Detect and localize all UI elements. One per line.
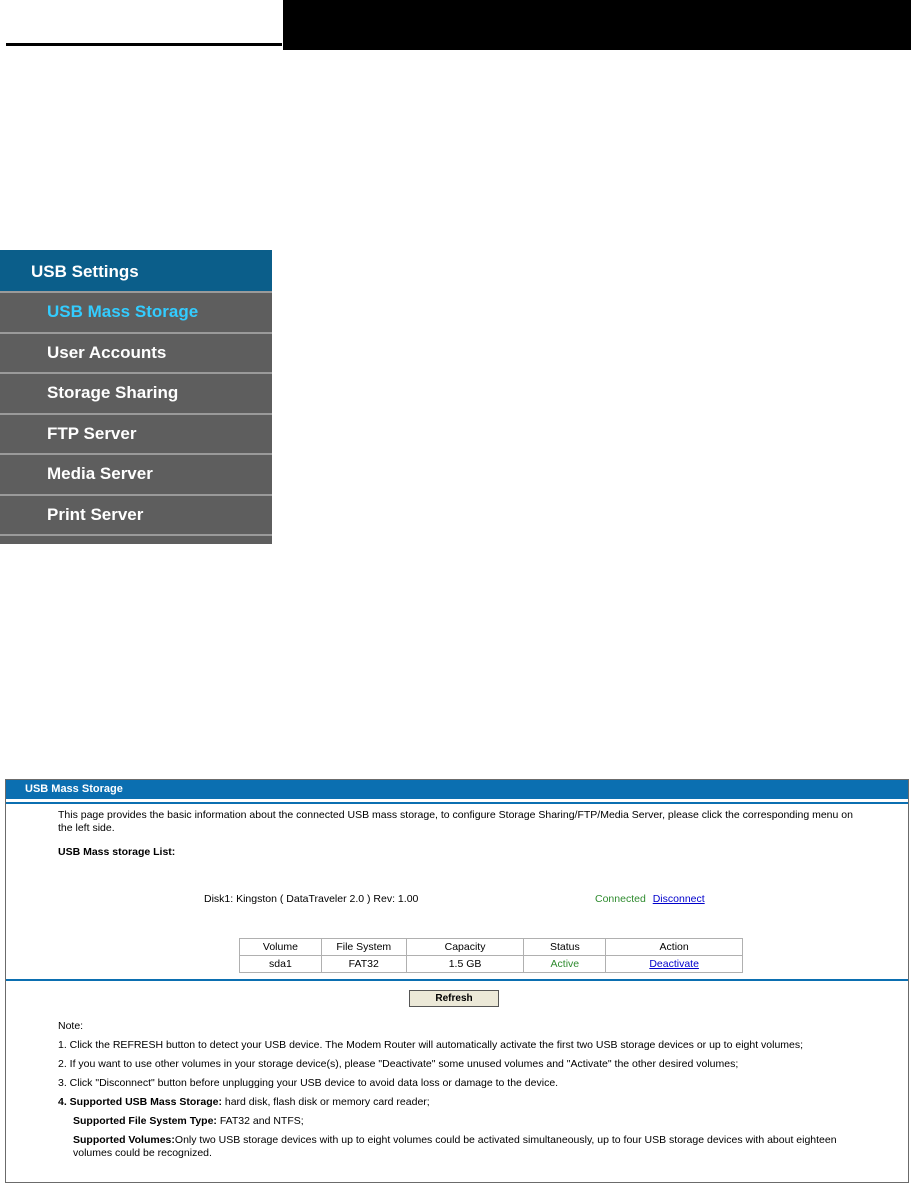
header-left-area xyxy=(0,0,283,50)
usb-mass-storage-panel xyxy=(5,779,909,1183)
panel-title: USB Mass Storage xyxy=(6,780,908,799)
disconnect-link[interactable]: Disconnect xyxy=(652,893,705,905)
notes-heading: Note: xyxy=(58,1020,84,1032)
menu-item-user-accounts[interactable]: User Accounts xyxy=(0,334,272,375)
disk-status-group xyxy=(595,893,705,905)
note-fs-text: FAT32 and NTFS; xyxy=(216,1115,304,1127)
usb-settings-menu xyxy=(0,250,272,544)
column-header-file-system: File System xyxy=(321,939,406,956)
column-header-volume: Volume xyxy=(240,939,322,956)
note-fs-label: Supported File System Type: xyxy=(73,1115,217,1127)
refresh-button[interactable]: Refresh xyxy=(409,990,499,1007)
menu-header-usb-settings[interactable]: USB Settings xyxy=(0,250,272,293)
note-item-1: 1. Click the REFRESH button to detect your USB device. The Modem Router will automatically activate the first two USB storage devices or up to eight volumes; xyxy=(58,1039,804,1051)
intro-text: This page provides the basic information about the connected USB mass storage, to configure Storage Sharing/FTP/Media Server, please click the corresponding menu on the left side. xyxy=(58,809,853,834)
note-vol-label: Supported Volumes: xyxy=(73,1134,175,1146)
deactivate-link[interactable]: Deactivate xyxy=(649,958,699,970)
menu-item-usb-mass-storage[interactable]: USB Mass Storage xyxy=(0,293,272,334)
header-underline xyxy=(6,43,282,46)
panel-divider-bottom xyxy=(6,979,908,981)
note-item-4 xyxy=(58,1096,858,1109)
disk-info: Disk1: Kingston ( DataTraveler 2.0 ) Rev: 1.00 xyxy=(204,893,419,905)
note-volumes xyxy=(58,1134,858,1160)
note-vol-text: Only two USB storage devices with up to eight volumes could be activated simultaneously, up to four USB storage devices with about eighteen volumes could be recognized. xyxy=(73,1134,837,1159)
table-row xyxy=(240,956,743,973)
header-black-banner xyxy=(283,0,911,50)
table-header-row xyxy=(240,939,743,956)
note-4-text: hard disk, flash disk or memory card reader; xyxy=(221,1096,430,1108)
menu-item-storage-sharing[interactable]: Storage Sharing xyxy=(0,374,272,415)
mass-storage-list-heading: USB Mass storage List: xyxy=(58,846,176,858)
note-file-system xyxy=(58,1115,858,1128)
column-header-action: Action xyxy=(606,939,743,956)
page-header-bar xyxy=(0,0,911,50)
menu-item-media-server[interactable]: Media Server xyxy=(0,455,272,496)
menu-item-print-server[interactable]: Print Server xyxy=(0,496,272,537)
panel-divider-top xyxy=(6,802,908,804)
notes-section xyxy=(58,1020,858,1166)
volume-table xyxy=(239,938,743,973)
cell-action xyxy=(606,956,743,973)
cell-capacity: 1.5 GB xyxy=(406,956,524,973)
note-4-label: 4. Supported USB Mass Storage: xyxy=(58,1096,222,1108)
note-item-2: 2. If you want to use other volumes in your storage device(s), please "Deactivate" some unused volumes and "Activate" the other desired volumes; xyxy=(58,1058,739,1070)
menu-item-ftp-server[interactable]: FTP Server xyxy=(0,415,272,456)
cell-volume: sda1 xyxy=(240,956,322,973)
cell-file-system: FAT32 xyxy=(321,956,406,973)
disk-connected-status: Connected xyxy=(595,893,646,905)
column-header-status: Status xyxy=(524,939,606,956)
note-item-3: 3. Click "Disconnect" button before unplugging your USB device to avoid data loss or damage to the device. xyxy=(58,1077,559,1089)
column-header-capacity: Capacity xyxy=(406,939,524,956)
cell-status: Active xyxy=(524,956,606,973)
